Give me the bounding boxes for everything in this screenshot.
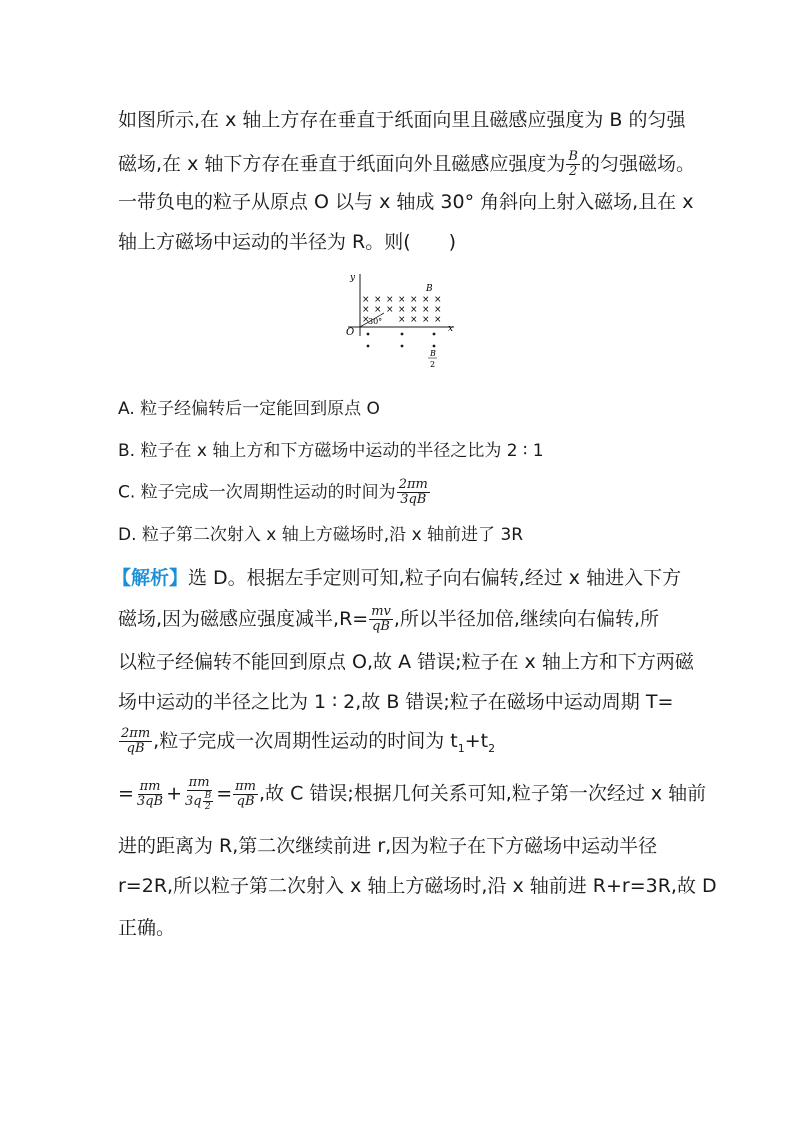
origin-label: O — [346, 327, 355, 338]
field-out-of-page-dot — [367, 333, 370, 336]
field-into-page-cross: × — [410, 305, 418, 315]
fraction-pim-qb: $\frac{\pi m}{qB}$ — [235, 778, 257, 809]
field-out-of-page-dot — [401, 333, 404, 336]
option-a: A. 粒子经偏转后一定能回到原点 O — [118, 399, 380, 419]
analysis-line-1: 【解析】选 D。根据左手定则可知,粒子向右偏转,经过 x 轴进入下方 — [112, 567, 682, 589]
field-into-page-cross: × — [422, 305, 430, 315]
question-line-2: 磁场,在 x 轴下方存在垂直于纸面向外且磁感应强度为 $\frac{B}{2}$ 的匀强磁场。 — [118, 149, 695, 179]
option-c: C. 粒子完成一次周期性运动的时间为 $\frac{2\pi m}{3qB}$ — [118, 477, 428, 507]
fraction-b-over-2: $\frac{B}{2}$ — [568, 149, 578, 179]
analysis-line-2: 磁场,因为磁感应强度减半,R= $\frac{mv}{qB}$ ,所以半径加倍,继续向右偏转,所 — [118, 604, 659, 634]
field-into-page-cross: × — [422, 315, 430, 325]
y-axis-label: y — [350, 273, 356, 283]
field-out-of-page-dot — [367, 345, 370, 348]
field-into-page-cross: × — [362, 295, 370, 305]
lower-field-den: 2 — [430, 360, 436, 369]
analysis-line-4: 场中运动的半径之比为 1 ∶ 2,故 B 错误;粒子在磁场中运动周期 T= — [118, 691, 674, 713]
field-into-page-cross: × — [386, 295, 394, 305]
fraction-2pim-3qb: $\frac{2\pi m}{3qB}$ — [398, 477, 428, 507]
analysis-line-6: = $\frac{\pi m}{3qB}$ + πm 3q $\frac{B}{2}$ = $\frac{\pi m}{qB}$ ,故 C 错误;根据几何关系可知,粒子第一次经过 x 轴前 — [118, 775, 707, 812]
field-out-of-page-dot — [433, 345, 436, 348]
field-into-page-cross: × — [398, 305, 406, 315]
fraction-2pim-qb: $\frac{2\pi m}{qB}$ — [121, 726, 151, 756]
field-into-page-cross: × — [398, 295, 406, 305]
question-line-1: 如图所示,在 x 轴上方存在垂直于纸面向里且磁感应强度为 B 的匀强 — [118, 109, 686, 131]
lower-field-dots — [367, 333, 436, 348]
field-out-of-page-dot — [401, 345, 404, 348]
analysis-line-3: 以粒子经偏转不能回到原点 O,故 A 错误;粒子在 x 轴上方和下方两磁 — [118, 651, 694, 673]
field-into-page-cross: × — [422, 295, 430, 305]
field-into-page-cross: × — [434, 305, 442, 315]
field-into-page-cross: × — [362, 315, 370, 325]
field-into-page-cross: × — [434, 315, 442, 325]
analysis-line-8: r=2R,所以粒子第二次射入 x 轴上方磁场时,沿 x 轴前进 R+r=3R,故 D — [118, 875, 717, 897]
field-into-page-cross: × — [362, 305, 370, 315]
field-out-of-page-dot — [433, 333, 436, 336]
question-line-4: 轴上方磁场中运动的半径为 R。则( ) — [118, 231, 457, 253]
x-axis-label: x — [448, 324, 454, 334]
analysis-line-7: 进的距离为 R,第二次继续前进 r,因为粒子在下方磁场中运动半径 — [118, 835, 658, 857]
field-into-page-cross: × — [410, 295, 418, 305]
fraction-mv-qb: $\frac{mv}{qB}$ — [371, 604, 391, 634]
question-line-3: 一带负电的粒子从原点 O 以与 x 轴成 30° 角斜向上射入磁场,且在 x — [118, 191, 694, 213]
analysis-line-5: $\frac{2\pi m}{qB}$ ,粒子完成一次周期性运动的时间为 $t_1+t_2$ — [121, 726, 496, 756]
magnetic-field-figure — [338, 268, 462, 372]
analysis-tag: 【解析】 — [112, 567, 189, 589]
fraction-pim-3qb: $\frac{\pi m}{3qB}$ — [136, 778, 164, 809]
option-b: B. 粒子在 x 轴上方和下方磁场中运动的半径之比为 2 ∶ 1 — [118, 441, 544, 461]
field-into-page-cross: × — [386, 305, 394, 315]
field-into-page-cross: × — [374, 305, 382, 315]
lower-field-num: B — [430, 349, 436, 358]
field-into-page-cross: × — [410, 315, 418, 325]
analysis-line-9: 正确。 — [118, 917, 176, 939]
field-into-page-cross: × — [374, 295, 382, 305]
field-into-page-cross: × — [398, 315, 406, 325]
option-d: D. 粒子第二次射入 x 轴上方磁场时,沿 x 轴前进了 3R — [118, 525, 524, 545]
angle-label: 30° — [368, 317, 383, 326]
upper-field-label: B — [426, 284, 433, 294]
fraction-pim-3q-b-half: πm 3q $\frac{B}{2}$ — [185, 775, 212, 812]
field-into-page-cross: × — [434, 295, 442, 305]
